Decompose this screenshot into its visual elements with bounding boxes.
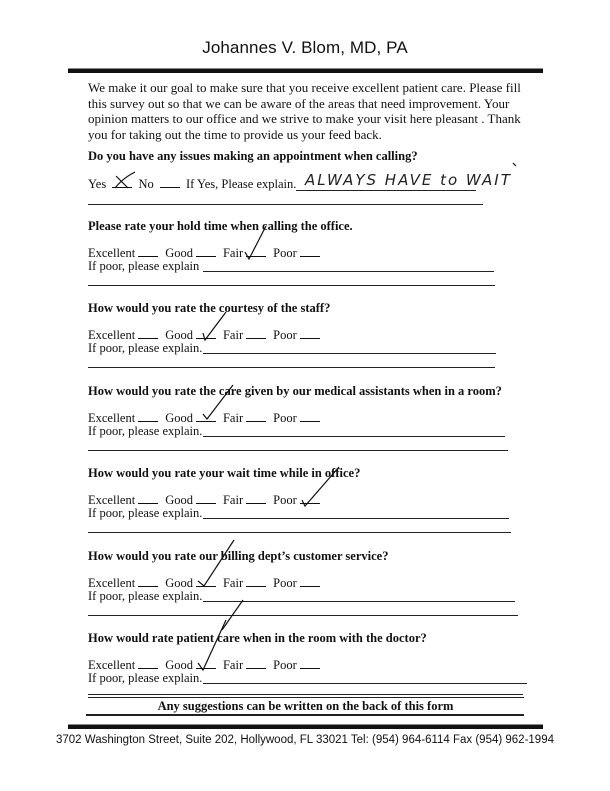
rating-question: How would rate patient care when in the room with the doctor?: [88, 631, 427, 645]
rating-option-blank-poor[interactable]: [300, 245, 320, 257]
rating-question: How would you rate your wait time while in office?: [88, 466, 361, 480]
q1-question: Do you have any issues making an appointment when calling?: [88, 149, 418, 163]
intro-paragraph: We make it our goal to make sure that you receive excellent patient care. Please fill this survey out so that we can be aware of the areas that need improvement. Your opinion matters to our office and we strive to make your visit here pleasant . Thank you for taking out the time to provide us your feed back.: [88, 80, 521, 142]
rating-explain-line-2[interactable]: [88, 615, 518, 616]
rating-explain-line-2[interactable]: [88, 367, 495, 368]
rating-option-label-excellent: Excellent: [88, 328, 136, 342]
rating-option-label-fair: Fair: [222, 246, 244, 260]
stray-mark: [513, 163, 516, 166]
rating-option-blank-fair[interactable]: [246, 410, 266, 422]
footer-rule: [68, 724, 543, 729]
rating-option-blank-excellent[interactable]: [138, 492, 158, 504]
rating-option-blank-fair[interactable]: [246, 657, 266, 669]
rating-option-label-excellent: Excellent: [88, 411, 136, 425]
rating-option-blank-poor[interactable]: [300, 327, 320, 339]
rating-option-label-poor: Poor: [273, 576, 297, 590]
rating-question: Please rate your hold time when calling the office.: [88, 219, 353, 233]
rating-option-label-excellent: Excellent: [88, 576, 136, 590]
rating-explain-label: If poor, please explain.: [88, 424, 203, 438]
rating-option-label-excellent: Excellent: [88, 493, 136, 507]
rating-option-blank-fair[interactable]: [246, 327, 266, 339]
footer-note-bottom-rule: [86, 714, 524, 716]
rating-explain-line-2[interactable]: [88, 285, 495, 286]
rating-explain-line-1[interactable]: [203, 436, 505, 437]
rating-question: How would you rate the care given by our medical assistants when in a room?: [88, 384, 502, 398]
rating-question: How would you rate the courtesy of the staff?: [88, 301, 331, 315]
rating-option-blank-excellent[interactable]: [138, 245, 158, 257]
rating-option-label-poor: Poor: [273, 411, 297, 425]
rating-option-label-poor: Poor: [273, 246, 297, 260]
footer-note-top-rule: [88, 694, 523, 695]
rating-explain-label: If poor, please explain.: [88, 589, 203, 603]
q1-answer-line-1[interactable]: [296, 190, 476, 191]
rating-explain-line-1[interactable]: [203, 353, 496, 354]
rating-question: How would you rate our billing dept’s customer service?: [88, 549, 389, 563]
rating-explain-line-2[interactable]: [88, 450, 508, 451]
rating-option-blank-good[interactable]: [196, 575, 216, 587]
q1-answer-line-2[interactable]: [88, 204, 483, 205]
q1-handwritten-answer: ALWAYS HAVE to WAIT: [305, 171, 512, 189]
rating-explain-line-2[interactable]: [88, 697, 524, 698]
rating-explain-label: If poor, please explain: [88, 259, 200, 273]
header-rule: [68, 68, 543, 73]
practice-name: Johannes V. Blom, MD, PA: [202, 38, 408, 57]
rating-option-blank-good[interactable]: [196, 410, 216, 422]
rating-explain-line-1[interactable]: [203, 518, 509, 519]
q1-yes-label: Yes: [88, 177, 107, 191]
rating-explain-line-1[interactable]: [203, 683, 527, 684]
rating-option-blank-good[interactable]: [196, 492, 216, 504]
rating-option-label-poor: Poor: [273, 658, 297, 672]
suggestions-note: Any suggestions can be written on the back of this form: [157, 699, 454, 713]
rating-option-blank-poor[interactable]: [300, 657, 320, 669]
q1-no-label: No: [138, 177, 154, 191]
rating-option-blank-fair[interactable]: [246, 575, 266, 587]
rating-option-label-good: Good: [165, 246, 193, 260]
rating-option-label-good: Good: [165, 658, 193, 672]
rating-option-blank-excellent[interactable]: [138, 657, 158, 669]
rating-explain-label: If poor, please explain.: [88, 341, 203, 355]
rating-option-blank-excellent[interactable]: [138, 575, 158, 587]
rating-explain-line-2[interactable]: [88, 532, 511, 533]
rating-option-label-poor: Poor: [273, 328, 297, 342]
rating-option-label-good: Good: [165, 576, 193, 590]
q1-no-blank[interactable]: [160, 176, 180, 188]
rating-option-label-fair: Fair: [222, 493, 244, 507]
rating-option-blank-poor[interactable]: [300, 575, 320, 587]
rating-option-label-fair: Fair: [222, 576, 244, 590]
rating-explain-label: If poor, please explain.: [88, 506, 203, 520]
rating-explain-line-1[interactable]: [203, 601, 515, 602]
rating-option-label-excellent: Excellent: [88, 658, 136, 672]
rating-option-label-good: Good: [165, 493, 193, 507]
rating-option-blank-excellent[interactable]: [138, 327, 158, 339]
rating-option-label-good: Good: [165, 411, 193, 425]
rating-option-blank-fair[interactable]: [246, 245, 266, 257]
rating-option-label-fair: Fair: [222, 658, 244, 672]
rating-option-blank-excellent[interactable]: [138, 410, 158, 422]
rating-option-label-fair: Fair: [222, 328, 244, 342]
q1-options: [88, 176, 296, 192]
q1-yes-blank[interactable]: [112, 176, 132, 188]
rating-explain-label: If poor, please explain.: [88, 671, 203, 685]
practice-address: 3702 Washington Street, Suite 202, Hollywood, FL 33021 Tel: (954) 964-6114 Fax (954) 962-1994: [55, 734, 554, 746]
rating-option-label-excellent: Excellent: [88, 246, 136, 260]
rating-option-label-fair: Fair: [222, 411, 244, 425]
rating-option-label-good: Good: [165, 328, 193, 342]
rating-option-blank-good[interactable]: [196, 245, 216, 257]
rating-option-blank-poor[interactable]: [300, 492, 320, 504]
q1-explain-label: If Yes, Please explain.: [185, 177, 297, 191]
rating-explain-line-1[interactable]: [203, 271, 494, 272]
rating-option-label-poor: Poor: [273, 493, 297, 507]
rating-option-blank-good[interactable]: [196, 657, 216, 669]
rating-option-blank-good[interactable]: [196, 327, 216, 339]
rating-option-blank-poor[interactable]: [300, 410, 320, 422]
rating-option-blank-fair[interactable]: [246, 492, 266, 504]
